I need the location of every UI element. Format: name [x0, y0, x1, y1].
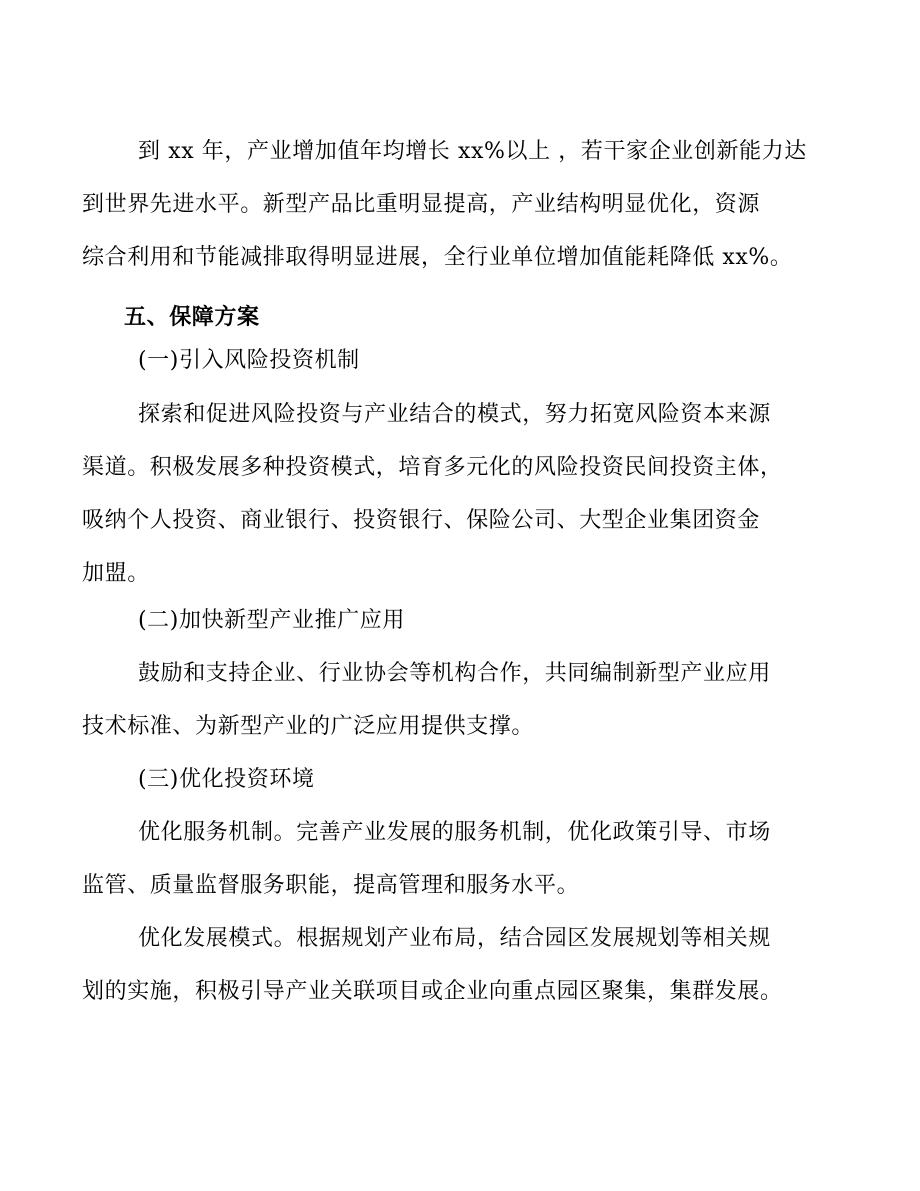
section-title: 五、保障方案	[124, 304, 260, 330]
subsection-1-line-2: 渠道。积极发展多种投资模式，培育多元化的风险投资民间投资主体，	[82, 455, 783, 480]
intro-line-1: 到 xx 年，产业增加值年均增长 xx%以上 ，若干家企业创新能力达	[138, 139, 807, 164]
subsection-1-line-1: 探索和促进风险投资与产业结合的模式，努力拓宽风险资本来源	[138, 402, 771, 427]
subsection-1-line-3: 吸纳个人投资、商业银行、投资银行、保险公司、大型企业集团资金	[82, 508, 761, 533]
subsection-3-para-1-line-1: 优化服务机制。完善产业发展的服务机制，优化政策引导、市场	[138, 820, 771, 845]
subsection-3-title: (三)优化投资环境	[138, 767, 315, 792]
subsection-3-para-2-line-1: 优化发展模式。根据规划产业布局，结合园区发展规划等相关规	[138, 926, 771, 951]
subsection-1-title: (一)引入风险投资机制	[138, 348, 360, 373]
subsection-3-para-2-line-2: 划的实施，积极引导产业关联项目或企业向重点园区聚集，集群发展。	[82, 979, 783, 1004]
subsection-2-line-1: 鼓励和支持企业、行业协会等机构合作，共同编制新型产业应用	[138, 661, 771, 686]
intro-line-3: 综合利用和节能减排取得明显进展，全行业单位增加值能耗降低 xx%。	[82, 245, 793, 270]
subsection-2-title: (二)加快新型产业推广应用	[138, 608, 405, 633]
intro-line-2: 到世界先进水平。新型产品比重明显提高，产业结构明显优化，资源	[82, 192, 761, 217]
subsection-1-line-4: 加盟。	[82, 561, 150, 586]
subsection-2-line-2: 技术标准、为新型产业的广泛应用提供支撑。	[82, 714, 535, 739]
subsection-3-para-1-line-2: 监管、质量监督服务职能，提高管理和服务水平。	[82, 873, 580, 898]
